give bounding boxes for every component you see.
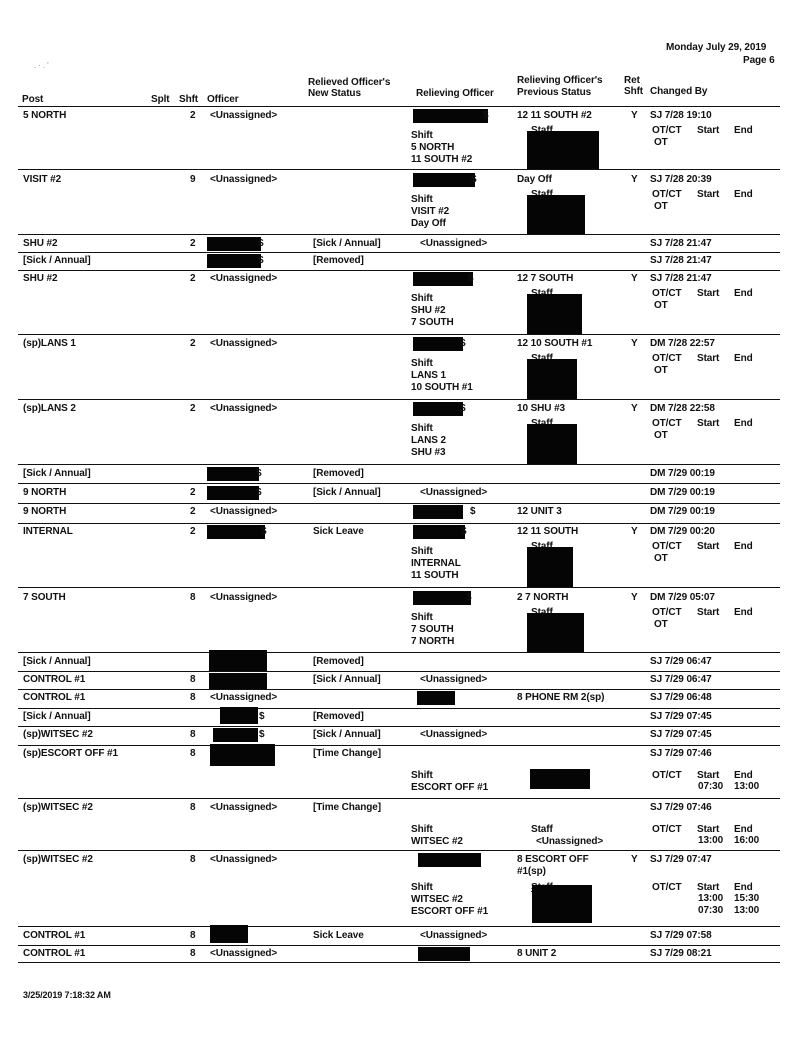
- ret-shft-cell: Y: [631, 592, 638, 603]
- officer-cell: <Unassigned>: [210, 110, 278, 121]
- shft-cell: 2: [190, 506, 196, 517]
- changed-by-cell: DM 7/29 00:19: [650, 487, 715, 498]
- start-label: Start: [697, 770, 720, 781]
- otct-label: OT/CT: [652, 189, 682, 200]
- shft-cell: 8: [190, 748, 196, 759]
- redacted-box: [418, 853, 481, 867]
- otct-label: OT/CT: [652, 288, 682, 299]
- shift-value: 10 SOUTH #1: [411, 382, 473, 393]
- redacted-box: [532, 885, 592, 923]
- post-cell: SHU #2: [23, 238, 58, 249]
- shift-value: VISIT #2: [411, 206, 450, 217]
- redacted-box: [210, 744, 275, 766]
- post-cell: 9 NORTH: [23, 506, 67, 517]
- shift-label: Shift: [411, 293, 433, 304]
- redacted-box: [413, 591, 471, 605]
- row-divider: [18, 798, 780, 799]
- post-cell: VISIT #2: [23, 174, 62, 185]
- redacted-box: [527, 359, 577, 399]
- redacted-box: [207, 254, 264, 268]
- start-label: Start: [697, 189, 720, 200]
- redacted-box: [527, 195, 585, 235]
- shift-value: LANS 1: [411, 370, 446, 381]
- changed-by-cell: DM 7/28 22:57: [650, 338, 715, 349]
- start-label: Start: [697, 418, 720, 429]
- page-number: Page 6: [743, 55, 775, 66]
- redacted-box: [210, 925, 248, 943]
- row-divider: [18, 587, 780, 588]
- row-divider: [18, 652, 780, 653]
- shift-value: 7 NORTH: [411, 636, 455, 647]
- shft-cell: 2: [190, 487, 196, 498]
- dollar-mark: $: [259, 729, 265, 740]
- start-label: Start: [697, 541, 720, 552]
- redacted-box: [413, 525, 465, 539]
- shift-value: INTERNAL: [411, 558, 461, 569]
- otct-label: OT/CT: [652, 882, 682, 893]
- redacted-box: [530, 769, 590, 789]
- previous-status-cell: 12 11 SOUTH #2: [517, 110, 592, 121]
- dollar-mark: $: [470, 506, 476, 517]
- start-label: Start: [697, 824, 720, 835]
- redacted-box: [209, 673, 267, 689]
- shft-cell: 2: [190, 110, 196, 121]
- previous-status-cell: 12 11 SOUTH: [517, 526, 579, 537]
- redacted-box: [527, 131, 599, 169]
- shft-cell: 2: [190, 238, 196, 249]
- redacted-box: [413, 505, 463, 519]
- dollar-mark: $: [256, 468, 262, 479]
- row-divider: [18, 234, 780, 235]
- header-changed-by: Changed By: [650, 86, 708, 97]
- changed-by-cell: DM 7/28 22:58: [650, 403, 715, 414]
- dollar-mark: $: [460, 403, 466, 414]
- ret-shft-cell: Y: [631, 110, 638, 121]
- post-cell: (sp)WITSEC #2: [23, 729, 93, 740]
- officer-cell: <Unassigned>: [210, 692, 278, 703]
- shft-cell: 8: [190, 592, 196, 603]
- post-cell: [Sick / Annual]: [23, 711, 91, 722]
- header-post: Post: [22, 94, 44, 105]
- officer-cell: <Unassigned>: [210, 338, 278, 349]
- officer-cell: <Unassigned>: [210, 802, 278, 813]
- start-label: Start: [697, 607, 720, 618]
- previous-status-cell: 12 UNIT 3: [517, 506, 562, 517]
- previous-status-cell: Day Off: [517, 174, 552, 185]
- relieving-officer-cell: <Unassigned>: [420, 487, 488, 498]
- post-cell: CONTROL #1: [23, 948, 86, 959]
- redacted-box: [413, 272, 473, 286]
- otct-label: OT/CT: [652, 418, 682, 429]
- officer-cell: <Unassigned>: [210, 854, 278, 865]
- relieved-status-cell: [Removed]: [313, 711, 364, 722]
- redacted-box: [527, 613, 584, 653]
- previous-status-cell: 8 ESCORT OFF: [517, 854, 589, 865]
- shift-label: Shift: [411, 882, 433, 893]
- post-cell: 7 SOUTH: [23, 592, 66, 603]
- ot-value: OT: [654, 619, 668, 630]
- row-divider: [18, 252, 780, 253]
- changed-by-cell: DM 7/29 00:20: [650, 526, 715, 537]
- changed-by-cell: DM 7/29 00:19: [650, 506, 715, 517]
- previous-status-cell: 8 PHONE RM 2(sp): [517, 692, 605, 703]
- previous-status-cell: 2 7 NORTH: [517, 592, 569, 603]
- relieved-status-cell: [Time Change]: [313, 748, 381, 759]
- header-prev-status-2: Previous Status: [517, 87, 592, 98]
- redacted-box: [527, 547, 573, 587]
- shift-label: Shift: [411, 130, 433, 141]
- ot-value: OT: [654, 430, 668, 441]
- scan-marks: . · . ': [34, 61, 49, 70]
- row-divider: [18, 270, 780, 271]
- relieving-officer-cell: <Unassigned>: [420, 238, 488, 249]
- post-cell: CONTROL #1: [23, 692, 86, 703]
- changed-by-cell: SJ 7/29 07:46: [650, 748, 712, 759]
- officer-cell: <Unassigned>: [210, 592, 278, 603]
- redacted-box: [413, 173, 475, 187]
- previous-status-cell: 10 SHU #3: [517, 403, 566, 414]
- ret-shft-cell: Y: [631, 273, 638, 284]
- otct-label: OT/CT: [652, 125, 682, 136]
- ret-shft-cell: Y: [631, 854, 638, 865]
- dollar-mark: $: [471, 174, 477, 185]
- dollar-mark: $: [258, 255, 264, 266]
- ot-value: OT: [654, 300, 668, 311]
- row-divider: [18, 169, 780, 170]
- row-divider: [18, 464, 780, 465]
- end-time: 13:00: [734, 781, 760, 792]
- officer-cell: <Unassigned>: [210, 403, 278, 414]
- changed-by-cell: SJ 7/29 07:46: [650, 802, 712, 813]
- row-divider: [18, 726, 780, 727]
- end-label: End: [734, 770, 753, 781]
- relieving-officer-cell: <Unassigned>: [420, 674, 488, 685]
- dollar-mark: $: [466, 592, 472, 603]
- shift-label: Shift: [411, 546, 433, 557]
- header-prev-status-1: Relieving Officer's: [517, 75, 603, 86]
- post-cell: CONTROL #1: [23, 674, 86, 685]
- officer-cell: <Unassigned>: [210, 273, 278, 284]
- ret-shft-cell: Y: [631, 403, 638, 414]
- redacted-box: [527, 294, 582, 334]
- end-time: 15:30: [734, 893, 760, 904]
- post-cell: 9 NORTH: [23, 487, 67, 498]
- shift-value: LANS 2: [411, 435, 446, 446]
- changed-by-cell: SJ 7/29 07:47: [650, 854, 712, 865]
- relieved-status-cell: Sick Leave: [313, 930, 364, 941]
- post-cell: (sp)ESCORT OFF #1: [23, 748, 118, 759]
- officer-cell: <Unassigned>: [210, 948, 278, 959]
- changed-by-cell: SJ 7/28 21:47: [650, 255, 712, 266]
- officer-cell: <Unassigned>: [210, 506, 278, 517]
- redacted-box: [207, 525, 265, 539]
- shift-value: ESCORT OFF #1: [411, 782, 489, 793]
- relieved-status-cell: [Removed]: [313, 656, 364, 667]
- ret-shft-cell: Y: [631, 338, 638, 349]
- shift-label: Shift: [411, 612, 433, 623]
- post-cell: (sp)WITSEC #2: [23, 802, 93, 813]
- redacted-box: [207, 467, 262, 481]
- shft-cell: 2: [190, 403, 196, 414]
- shft-cell: 8: [190, 948, 196, 959]
- shift-value: SHU #2: [411, 305, 446, 316]
- start-time: 13:00: [698, 835, 724, 846]
- post-cell: INTERNAL: [23, 526, 73, 537]
- redacted-box: [213, 728, 258, 742]
- changed-by-cell: SJ 7/29 06:48: [650, 692, 712, 703]
- report-date: Monday July 29, 2019: [666, 42, 767, 53]
- shift-value: ESCORT OFF #1: [411, 906, 489, 917]
- start-time: 13:00: [698, 893, 724, 904]
- row-divider: [18, 945, 780, 946]
- previous-status-cell: 12 10 SOUTH #1: [517, 338, 593, 349]
- changed-by-cell: SJ 7/28 19:10: [650, 110, 712, 121]
- staff-value: <Unassigned>: [536, 836, 604, 847]
- row-divider: [18, 503, 780, 504]
- redacted-box: [220, 707, 258, 724]
- start-label: Start: [697, 288, 720, 299]
- end-time: 13:00: [734, 905, 760, 916]
- redacted-box: [207, 237, 264, 251]
- relieved-status-cell: [Removed]: [313, 255, 364, 266]
- header-officer: Officer: [207, 94, 239, 105]
- dollar-mark: $: [483, 110, 489, 121]
- end-label: End: [734, 353, 753, 364]
- shift-label: Shift: [411, 358, 433, 369]
- row-divider: [18, 523, 780, 524]
- shift-label: Shift: [411, 194, 433, 205]
- shft-cell: 9: [190, 174, 196, 185]
- shift-label: Shift: [411, 770, 433, 781]
- relieved-status-cell: Sick Leave: [313, 526, 364, 537]
- shift-value: WITSEC #2: [411, 836, 463, 847]
- post-cell: [Sick / Annual]: [23, 255, 91, 266]
- start-label: Start: [697, 882, 720, 893]
- header-splt: Splt: [151, 94, 170, 105]
- row-divider: [18, 334, 780, 335]
- dollar-mark: $: [468, 273, 474, 284]
- changed-by-cell: SJ 7/29 06:47: [650, 656, 712, 667]
- post-cell: (sp)LANS 2: [23, 403, 76, 414]
- shift-label: Shift: [411, 423, 433, 434]
- header-ret-shft: Shft: [624, 86, 644, 97]
- post-cell: 5 NORTH: [23, 110, 67, 121]
- otct-label: OT/CT: [652, 770, 682, 781]
- header-relieved-status-2: New Status: [308, 88, 361, 99]
- dollar-mark: $: [256, 487, 262, 498]
- relieving-officer-cell: <Unassigned>: [420, 729, 488, 740]
- end-label: End: [734, 125, 753, 136]
- shift-value: SHU #3: [411, 447, 446, 458]
- previous-status-cell: #1(sp): [517, 866, 546, 877]
- header-ret: Ret: [624, 75, 640, 86]
- post-cell: (sp)LANS 1: [23, 338, 76, 349]
- shift-value: Day Off: [411, 218, 446, 229]
- relieved-status-cell: [Sick / Annual]: [313, 674, 381, 685]
- changed-by-cell: DM 7/29 05:07: [650, 592, 715, 603]
- relieved-status-cell: [Sick / Annual]: [313, 487, 381, 498]
- end-label: End: [734, 824, 753, 835]
- row-divider: [18, 708, 780, 709]
- end-label: End: [734, 418, 753, 429]
- shift-value: 11 SOUTH: [411, 570, 459, 581]
- ret-shft-cell: Y: [631, 174, 638, 185]
- shift-label: Shift: [411, 824, 433, 835]
- redacted-box: [207, 486, 262, 500]
- header-relieving-officer: Relieving Officer: [416, 88, 494, 99]
- otct-label: OT/CT: [652, 607, 682, 618]
- otct-label: OT/CT: [652, 824, 682, 835]
- shft-cell: 8: [190, 674, 196, 685]
- shift-value: 5 NORTH: [411, 142, 455, 153]
- row-divider: [18, 689, 780, 690]
- redacted-box: [417, 691, 455, 705]
- end-label: End: [734, 189, 753, 200]
- shft-cell: 8: [190, 930, 196, 941]
- ot-value: OT: [654, 365, 668, 376]
- row-divider: [18, 850, 780, 851]
- dollar-mark: $: [261, 526, 267, 537]
- shft-cell: 2: [190, 526, 196, 537]
- row-divider: [18, 671, 780, 672]
- row-divider: [18, 483, 780, 484]
- relieved-status-cell: [Sick / Annual]: [313, 238, 381, 249]
- otct-label: OT/CT: [652, 541, 682, 552]
- dollar-mark: $: [461, 526, 467, 537]
- shift-value: WITSEC #2: [411, 894, 463, 905]
- redacted-box: [527, 424, 577, 464]
- row-divider: [18, 926, 780, 927]
- redacted-box: [418, 947, 470, 961]
- shft-cell: 2: [190, 273, 196, 284]
- redacted-box: [413, 109, 488, 123]
- header-rule: [18, 106, 780, 107]
- previous-status-cell: 8 UNIT 2: [517, 948, 557, 959]
- relieved-status-cell: [Removed]: [313, 468, 364, 479]
- changed-by-cell: SJ 7/29 08:21: [650, 948, 712, 959]
- end-label: End: [734, 288, 753, 299]
- officer-cell: <Unassigned>: [210, 174, 278, 185]
- footer-timestamp: 3/25/2019 7:18:32 AM: [23, 990, 111, 1000]
- post-cell: [Sick / Annual]: [23, 468, 91, 479]
- end-label: End: [734, 882, 753, 893]
- changed-by-cell: SJ 7/29 06:47: [650, 674, 712, 685]
- staff-label: Staff: [531, 824, 553, 835]
- changed-by-cell: SJ 7/28 20:39: [650, 174, 712, 185]
- row-divider: [18, 745, 780, 746]
- ot-value: OT: [654, 137, 668, 148]
- post-cell: [Sick / Annual]: [23, 656, 91, 667]
- start-time: 07:30: [698, 781, 724, 792]
- shft-cell: 8: [190, 692, 196, 703]
- changed-by-cell: DM 7/29 00:19: [650, 468, 715, 479]
- shift-value: 7 SOUTH: [411, 317, 454, 328]
- shft-cell: 8: [190, 854, 196, 865]
- changed-by-cell: SJ 7/29 07:58: [650, 930, 712, 941]
- dollar-mark: $: [258, 238, 264, 249]
- previous-status-cell: 12 7 SOUTH: [517, 273, 574, 284]
- start-time: 07:30: [698, 905, 724, 916]
- redacted-box: [413, 402, 466, 416]
- header-shft: Shft: [179, 94, 199, 105]
- end-label: End: [734, 541, 753, 552]
- dollar-mark: $: [259, 711, 265, 722]
- dollar-mark: $: [460, 338, 466, 349]
- shift-value: 11 SOUTH #2: [411, 154, 473, 165]
- redacted-box: [413, 337, 466, 351]
- start-label: Start: [697, 353, 720, 364]
- relieved-status-cell: [Sick / Annual]: [313, 729, 381, 740]
- otct-label: OT/CT: [652, 353, 682, 364]
- shft-cell: 2: [190, 338, 196, 349]
- changed-by-cell: SJ 7/28 21:47: [650, 238, 712, 249]
- shift-value: 7 SOUTH: [411, 624, 454, 635]
- shft-cell: 8: [190, 802, 196, 813]
- end-time: 16:00: [734, 835, 760, 846]
- ot-value: OT: [654, 553, 668, 564]
- changed-by-cell: SJ 7/28 21:47: [650, 273, 712, 284]
- post-cell: (sp)WITSEC #2: [23, 854, 93, 865]
- end-label: End: [734, 607, 753, 618]
- row-divider: [18, 399, 780, 400]
- post-cell: SHU #2: [23, 273, 58, 284]
- relieving-officer-cell: <Unassigned>: [420, 930, 488, 941]
- ot-value: OT: [654, 201, 668, 212]
- changed-by-cell: SJ 7/29 07:45: [650, 729, 712, 740]
- shft-cell: 8: [190, 729, 196, 740]
- start-label: Start: [697, 125, 720, 136]
- post-cell: CONTROL #1: [23, 930, 86, 941]
- redacted-box: [209, 650, 267, 672]
- ret-shft-cell: Y: [631, 526, 638, 537]
- relieved-status-cell: [Time Change]: [313, 802, 381, 813]
- changed-by-cell: SJ 7/29 07:45: [650, 711, 712, 722]
- header-relieved-status-1: Relieved Officer's: [308, 77, 391, 88]
- row-divider: [18, 962, 780, 963]
